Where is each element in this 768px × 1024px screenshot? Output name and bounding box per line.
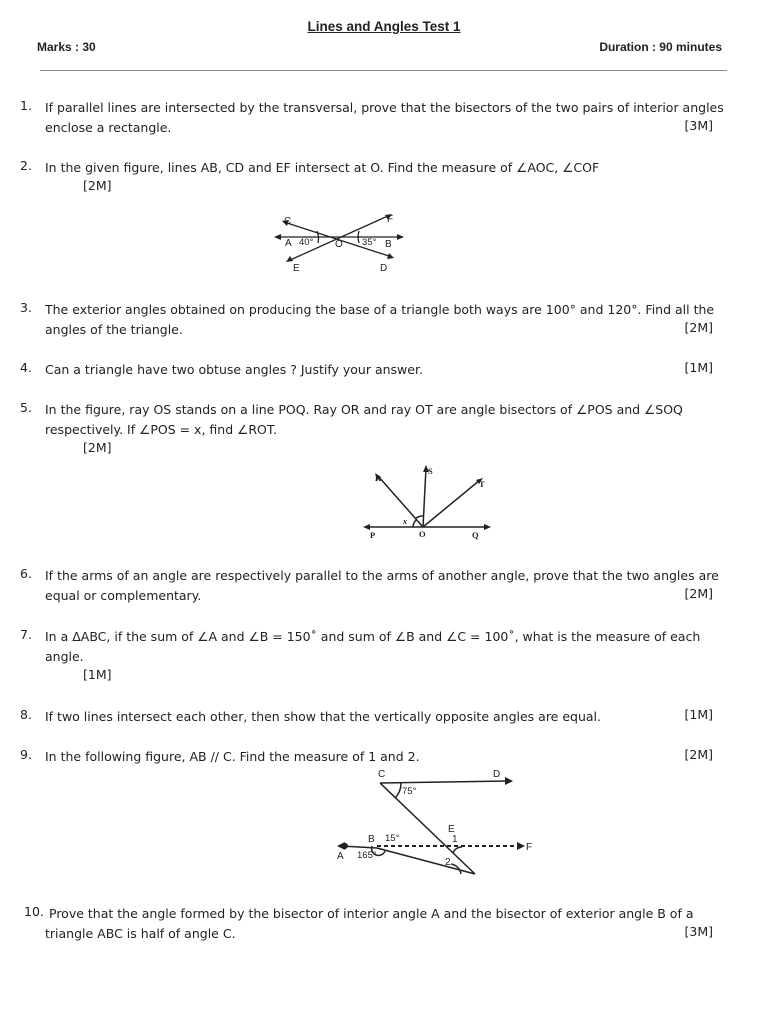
point-label: F [526,842,533,853]
point-label: A [337,851,344,862]
angle-label: 1 [452,834,458,845]
test-title: Lines and Angles Test 1 [307,19,461,34]
question-number: 4. [20,360,32,375]
angle-label: 75° [402,786,417,797]
header-rule [40,70,727,71]
question-marks: [2M] [684,747,713,762]
duration-label: Duration : 90 minutes [599,40,722,54]
question-marks: [2M] [684,320,713,335]
point-label: A [285,238,292,249]
point-label: T [479,479,485,489]
point-label: E [293,263,300,274]
question-number: 3. [20,300,32,315]
question-text: The exterior angles obtained on producing the base of a triangle both ways are 100° and 120°. Find all the [45,302,715,317]
angle-label: 15° [385,833,400,844]
marks-label: Marks : 30 [37,40,96,54]
question-text: In the figure, ray OS stands on a line POQ. Ray OR and ray OT are angle bisectors of ∠POS and ∠SOQ [45,402,683,417]
point-label: B [385,239,392,250]
question-marks: [1M] [684,360,713,375]
question-text: triangle ABC is half of angle C. [45,926,236,941]
point-label: E [448,824,455,835]
question-text: enclose a rectangle. [45,120,172,135]
angle-label: 40° [299,237,314,248]
question-text: If the arms of an angle are respectively parallel to the arms of another angle, prove that the two angles are [45,568,719,583]
question-text: angles of the triangle. [45,322,183,337]
question-marks: [1M] [83,667,112,682]
question-marks: [2M] [684,586,713,601]
point-label: C [284,216,292,227]
point-label: C [378,769,386,780]
question-marks: [1M] [684,707,713,722]
point-label: B [368,834,375,845]
question-marks: [3M] [684,118,713,133]
question-text: respectively. If ∠POS = x, find ∠ROT. [45,422,277,437]
question-number: 9. [20,747,32,762]
question-number: 1. [20,98,32,113]
question-number: 2. [20,158,32,173]
question-number: 10. [24,904,44,919]
question-number: 8. [20,707,32,722]
question-text: If parallel lines are intersected by the transversal, prove that the bisectors of the two pairs of interior angles [45,100,724,115]
point-label: D [380,263,388,274]
question-text: In a ΔABC, if the sum of ∠A and ∠B = 150˚ and sum of ∠B and ∠C = 100˚, what is the measure of each [45,629,701,644]
angle-label: 2 [445,857,451,868]
point-label: Q [472,530,479,540]
question-number: 7. [20,627,32,642]
question-text: equal or complementary. [45,588,202,603]
point-label: P [370,530,376,540]
figure-parallel-lines [325,764,540,879]
question-marks: [2M] [83,440,112,455]
angle-label: x [403,517,407,526]
question-text: If two lines intersect each other, then show that the vertically opposite angles are equal. [45,709,601,724]
question-marks: [2M] [83,178,112,193]
point-label: S [428,466,433,476]
question-text: In the following figure, AB // C. Find the measure of 1 and 2. [45,749,420,764]
question-text: angle. [45,649,84,664]
figure-intersecting-lines [270,205,410,277]
question-marks: [3M] [684,924,713,939]
question-text: Can a triangle have two obtuse angles ? Justify your answer. [45,362,423,377]
question-number: 5. [20,400,32,415]
point-label: F [387,214,394,225]
point-label: D [493,769,501,780]
question-number: 6. [20,566,32,581]
question-text: In the given figure, lines AB, CD and EF intersect at O. Find the measure of ∠AOC, ∠COF [45,160,600,175]
question-text: Prove that the angle formed by the bisector of interior angle A and the bisector of exterior angle B of a [49,906,694,921]
point-label: R [375,473,382,483]
figure-rays [360,462,495,542]
angle-label: 165° [357,850,377,861]
angle-label: 35° [362,237,377,248]
point-label: O [335,239,343,250]
point-label: O [419,529,426,539]
